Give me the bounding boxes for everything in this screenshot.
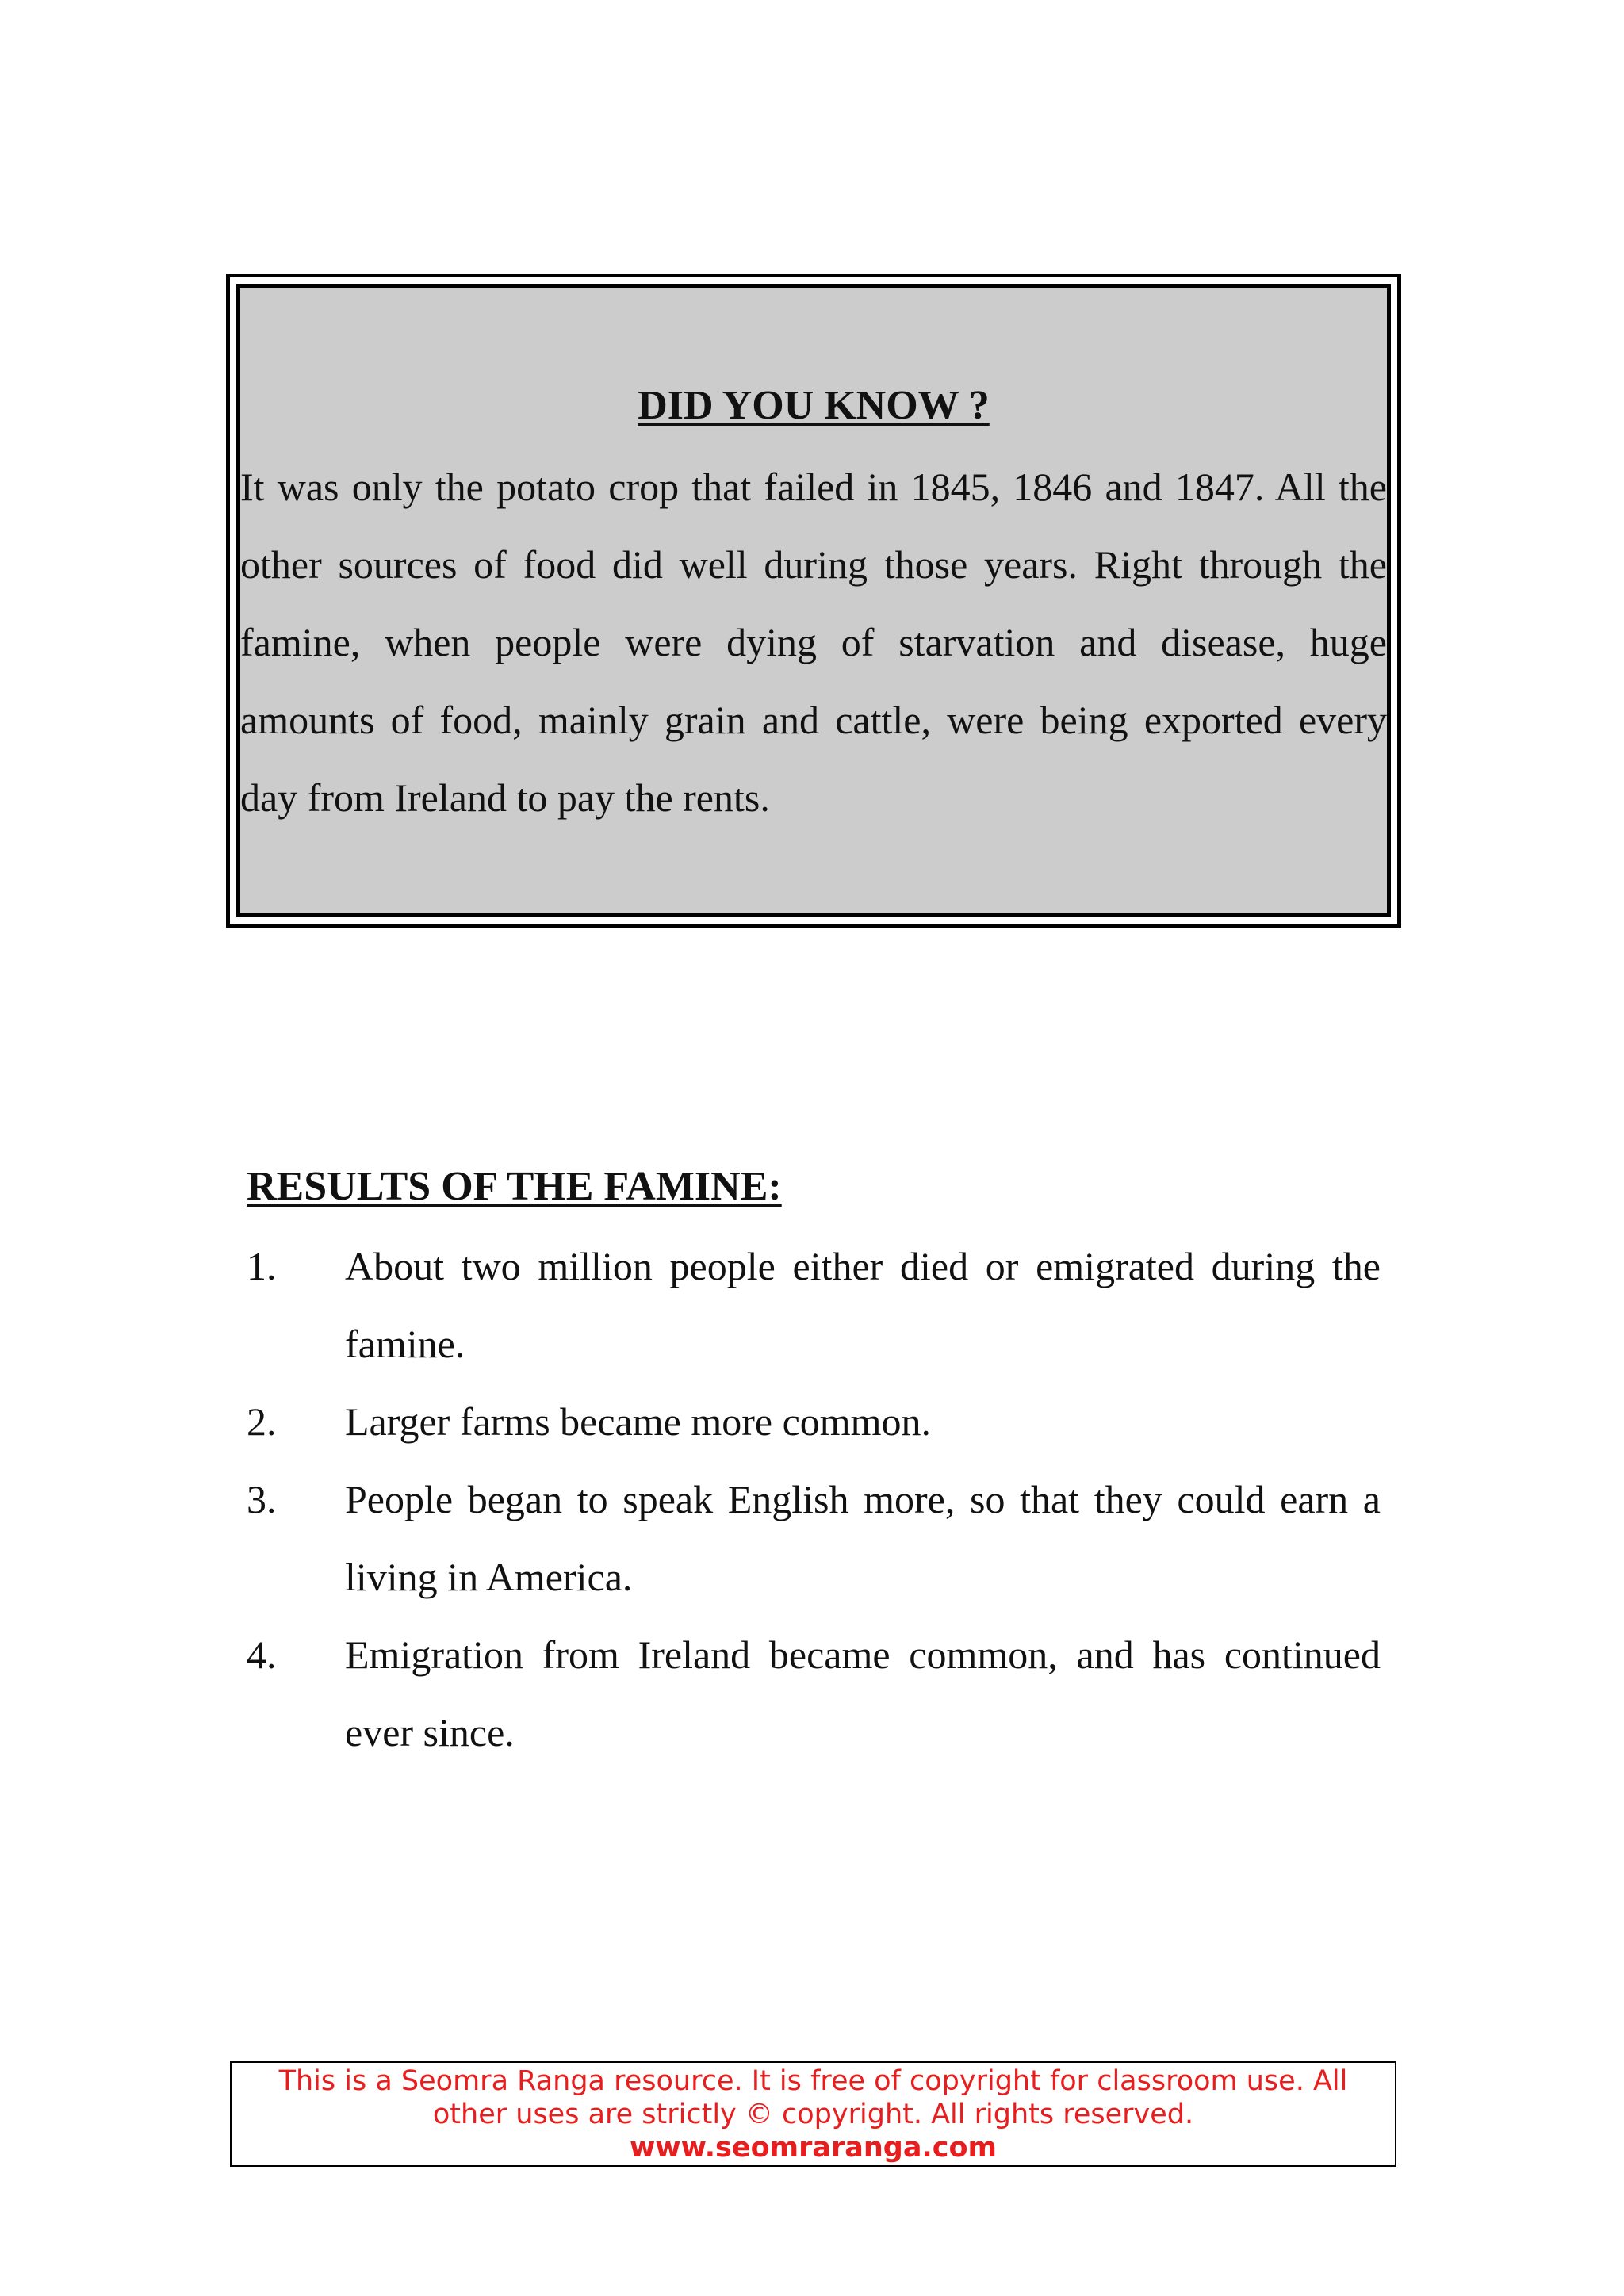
results-item-number: 3. bbox=[247, 1477, 277, 1521]
copyright-notice-line-1: This is a Seomra Ranga resource. It is free of copyright for classroom use. All bbox=[278, 2065, 1348, 2097]
did-you-know-body-wrapper bbox=[240, 288, 1387, 913]
results-item-text: About two million people either died or emigrated during the famine. bbox=[345, 1244, 1381, 1366]
website-link[interactable]: www.seomraranga.com bbox=[629, 2132, 998, 2164]
copyright-notice-line-2: other uses are strictly © copyright. All rights reserved. bbox=[432, 2099, 1194, 2130]
did-you-know-box bbox=[226, 274, 1401, 928]
results-item-text: People began to speak English more, so that they could earn a living in America. bbox=[345, 1477, 1381, 1599]
results-item-number: 4. bbox=[247, 1632, 277, 1677]
results-item-4 bbox=[247, 1616, 1381, 1771]
copyright-notice-box bbox=[230, 2061, 1396, 2167]
results-item-number: 2. bbox=[247, 1399, 277, 1444]
results-heading: RESULTS OF THE FAMINE: bbox=[247, 1164, 782, 1209]
did-you-know-body: It was only the potato crop that failed in 1845, 1846 and 1847. All the other sources of food did well during those years. Right through the famine, when people were dying of starvation and disease, huge amounts of food, mainly grain and cattle, were being exported every day from Ireland to pay the rents. bbox=[240, 465, 1387, 820]
results-item-1 bbox=[247, 1227, 1381, 1383]
results-item-2 bbox=[247, 1383, 1381, 1460]
did-you-know-title: DID YOU KNOW ? bbox=[638, 383, 990, 428]
results-item-text: Emigration from Ireland became common, and has continued ever since. bbox=[345, 1632, 1381, 1755]
results-item-3 bbox=[247, 1460, 1381, 1616]
results-item-text: Larger farms became more common. bbox=[345, 1399, 932, 1444]
did-you-know-inner-box bbox=[236, 284, 1391, 917]
results-list bbox=[247, 1227, 1381, 1771]
results-item-number: 1. bbox=[247, 1244, 277, 1288]
